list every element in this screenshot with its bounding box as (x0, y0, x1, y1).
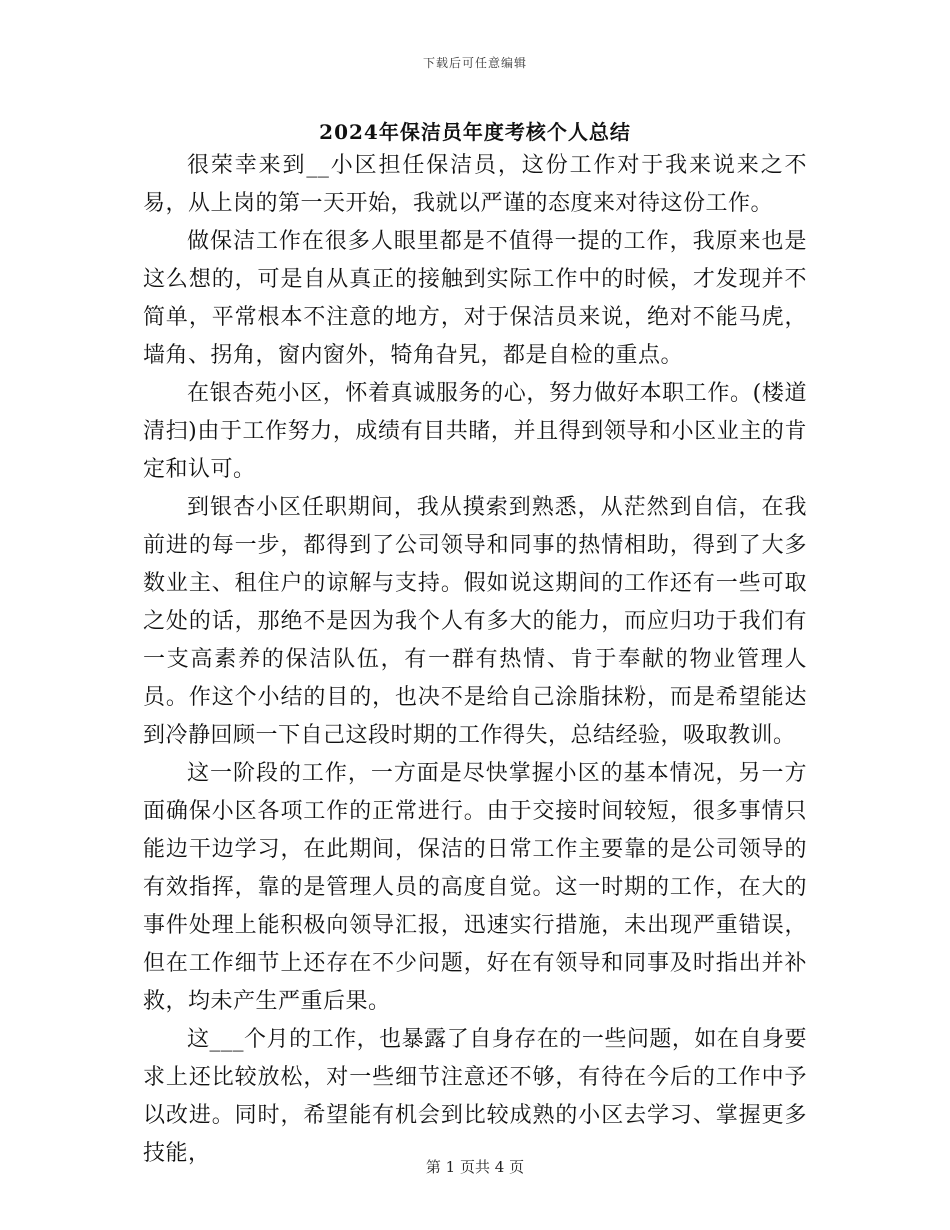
page-number: 第 1 页共 4 页 (425, 1158, 525, 1176)
paragraph: 很荣幸来到__小区担任保洁员，这份工作对于我来说来之不易，从上岗的第一天开始，我就以严谨的态度来对待这份工作。 (143, 153, 807, 216)
document-body (143, 147, 807, 1173)
header-note: 下载后可任意编辑 (422, 56, 527, 70)
paragraph: 这一阶段的工作，一方面是尽快掌握小区的基本情况，另一方面确保小区各项工作的正常进行。由于交接时间较短，很多事情只能边干边学习，在此期间，保洁的日常工作主要靠的是公司领导的有效指挥，靠的是管理人员的高度自觉。这一时期的工作，在大的事件处理上能积极向领导汇报，迅速实行措施，未出现严重错误，但在工作细节上还存在不少问题，好在有领导和同事及时指出并补救，均未产生严重后果。 (143, 761, 807, 1014)
paragraph: 这___个月的工作，也暴露了自身存在的一些问题，如在自身要求上还比较放松，对一些细节注意还不够，有待在今后的工作中予以改进。同时，希望能有机会到比较成熟的小区去学习、掌握更多技能， (143, 1027, 807, 1166)
paragraph: 在银杏苑小区，怀着真诚服务的心，努力做好本职工作。(楼道清扫)由于工作努力，成绩有目共睹，并且得到领导和小区业主的肯定和认可。 (143, 381, 807, 482)
paragraph: 到银杏小区任职期间，我从摸索到熟悉，从茫然到自信，在我前进的每一步，都得到了公司领导和同事的热情相助，得到了大多数业主、租住户的谅解与支持。假如说这期间的工作还有一些可取之处的话，那绝不是因为我个人有多大的能力，而应归功于我们有一支高素养的保洁队伍，有一群有热情、肯于奉献的物业管理人员。作这个小结的目的，也决不是给自己涂脂抹粉，而是希望能达到冷静回顾一下自己这段时期的工作得失，总结经验，吸取教训。 (143, 495, 807, 748)
document-title: 2024年保洁员年度考核个人总结 (319, 120, 631, 144)
paragraph: 做保洁工作在很多人眼里都是不值得一提的工作，我原来也是这么想的，可是自从真正的接触到实际工作中的时候，才发现并不简单，平常根本不注意的地方，对于保洁员来说，绝对不能马虎，墙角、拐角，窗内窗外，犄角旮旯，都是自检的重点。 (143, 229, 807, 368)
